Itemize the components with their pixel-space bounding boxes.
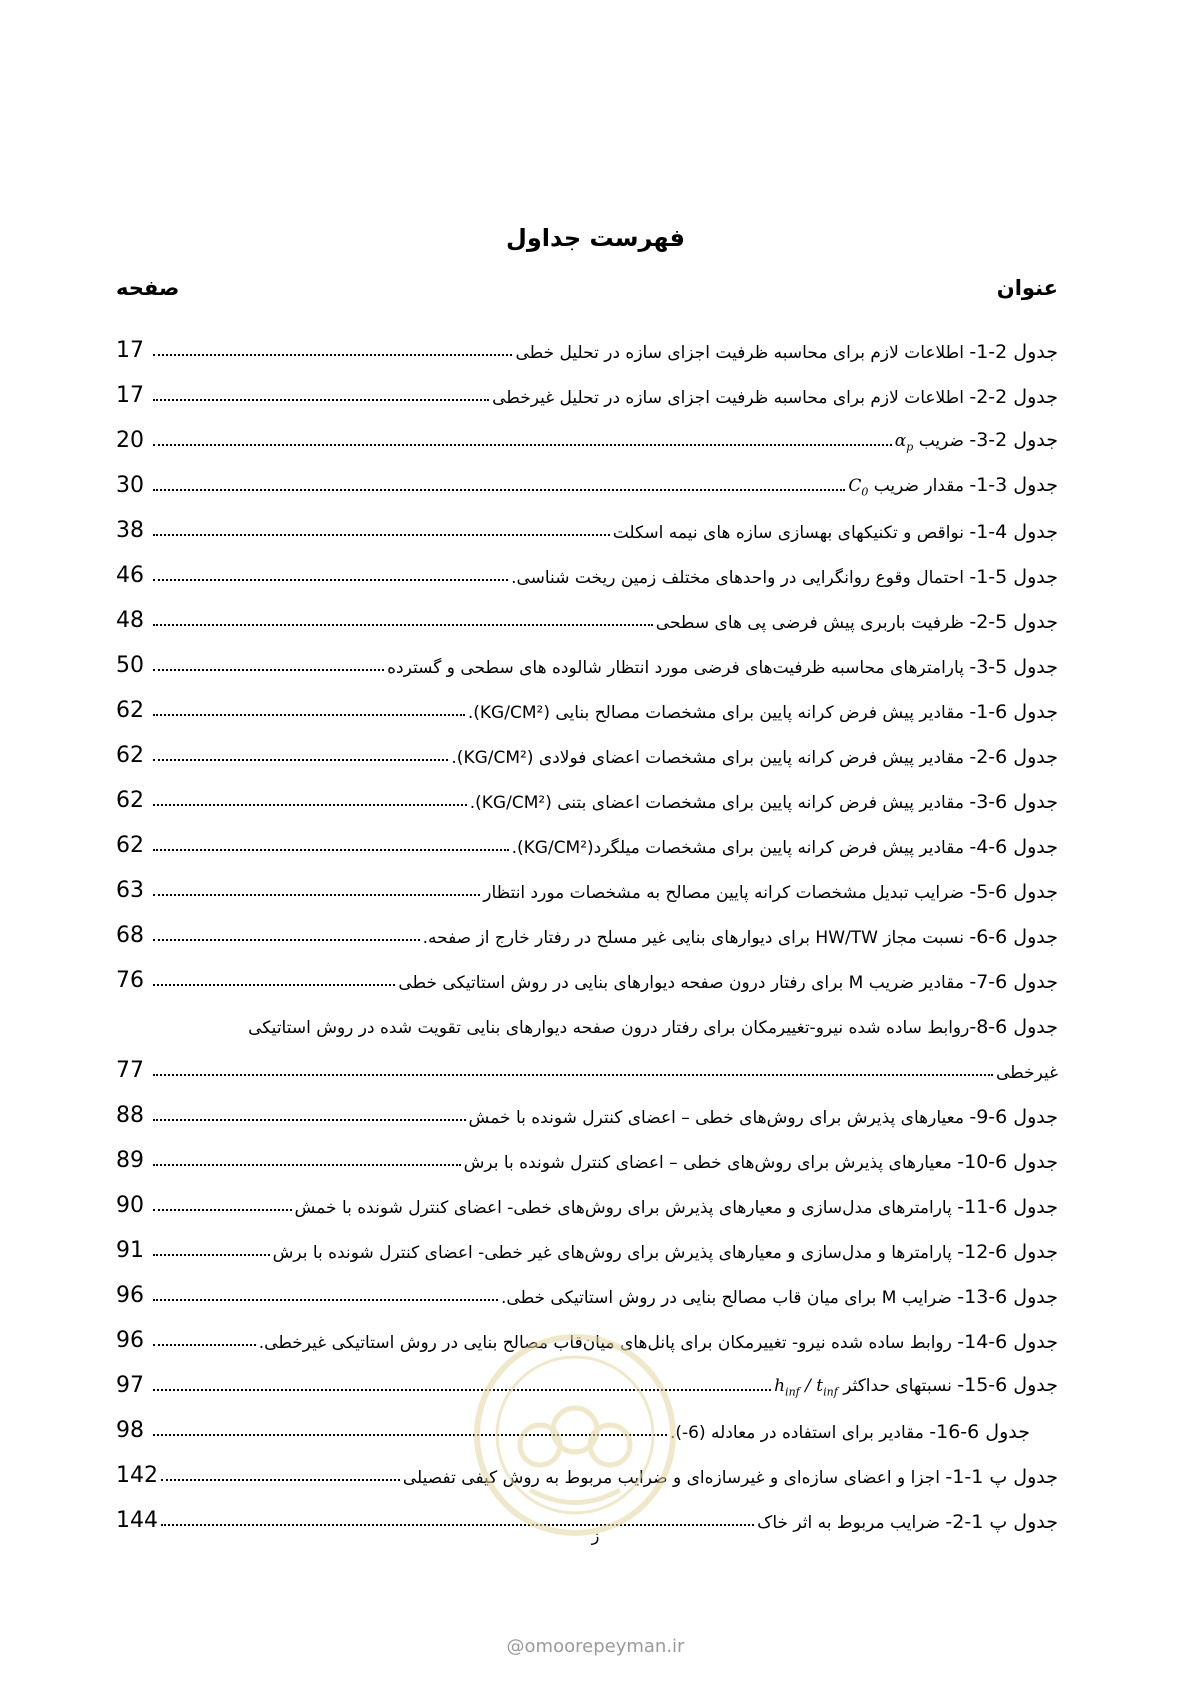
- entry-page: 90: [116, 1193, 144, 1218]
- entry-page: 91: [116, 1238, 144, 1263]
- entry-label: جدول 6-1-: [969, 701, 1058, 723]
- entry-page: 62: [116, 698, 144, 723]
- entry-page: 96: [116, 1283, 144, 1308]
- entry-text: مقادیر پیش فرض کرانه پایین برای مشخصات میلگرد(KG/CM²).: [511, 838, 970, 858]
- entry-label: جدول 6-6-: [969, 926, 1058, 948]
- entry-page: 17: [116, 338, 144, 363]
- leader-dots: [153, 399, 489, 401]
- entry-text: پارامترهای محاسبه ظرفیت‌های فرضی مورد انتظار شالوده های سطحی و گسترده: [387, 658, 970, 678]
- toc-entry[interactable]: [116, 1083, 1058, 1128]
- entry-text: مقدار ضریب: [868, 475, 970, 496]
- entry-label: جدول 5-3-: [969, 656, 1058, 678]
- entry-label: جدول 6-3-: [969, 791, 1058, 813]
- entry-page: 89: [116, 1148, 144, 1173]
- entry-text: معیارهای پذیرش برای روش‌های خطی – اعضای کنترل شونده با برش: [463, 1153, 958, 1173]
- entry-text: روابط ساده شده نیرو-تغییرمکان برای رفتار درون صفحه دیوارهای بنایی تقویت شده در روش استاتیکی: [248, 1018, 970, 1038]
- entry-label: جدول 6-10-: [957, 1151, 1058, 1173]
- entry-text: اطلاعات لازم برای محاسبه ظرفیت اجزای سازه در تحلیل خطی: [515, 343, 970, 363]
- toc-entry[interactable]: [116, 1173, 1058, 1218]
- entry-label: جدول 6-14-: [957, 1331, 1058, 1353]
- column-header-page: صفحه: [116, 276, 180, 300]
- entry-label: جدول 5-1-: [969, 566, 1058, 588]
- entry-label: جدول پ 1-2-: [945, 1511, 1058, 1533]
- entry-page: 30: [116, 473, 144, 498]
- toc-entry[interactable]: [116, 363, 1058, 408]
- toc-entry[interactable]: [116, 408, 1058, 453]
- entry-label: جدول 3-1-: [969, 473, 1058, 496]
- entry-page: 96: [116, 1328, 144, 1353]
- c0-symbol: $C_0$: [848, 475, 869, 498]
- watermark-site: @omoorepeyman.ir: [506, 1636, 685, 1657]
- leader-dots: [153, 1074, 993, 1076]
- entry-page: 62: [116, 743, 144, 768]
- leader-dots: [153, 894, 480, 896]
- entry-label: جدول 6-7-: [969, 971, 1058, 993]
- entry-text: مقادیر پیش فرض کرانه پایین برای مشخصات اعضای فولادی (KG/CM²).: [451, 748, 970, 768]
- entry-text: اجزا و اعضای سازه‌ای و غیرسازه‌ای و ضرایب مربوط به روش کیفی تفصیلی: [402, 1468, 946, 1488]
- toc-entry[interactable]: [116, 453, 1058, 498]
- entry-page: 46: [116, 563, 144, 588]
- entry-text: ضرایب مربوط به اثر خاک: [757, 1513, 946, 1533]
- leader-dots: [153, 1254, 270, 1256]
- entry-label: جدول 6-4-: [969, 836, 1058, 858]
- entry-page: 98: [116, 1418, 144, 1443]
- toc-entry[interactable]: [116, 633, 1058, 678]
- entry-label: جدول 6-15-: [957, 1373, 1058, 1396]
- toc-entry[interactable]: [116, 903, 1058, 948]
- leader-dots: [153, 444, 892, 446]
- entry-page: 62: [116, 833, 144, 858]
- leader-dots: [153, 534, 610, 536]
- toc-entry[interactable]: [116, 858, 1058, 903]
- entry-text: مقادیر برای استفاده در معادله (6-).: [670, 1423, 930, 1443]
- entry-text: ضرایب M برای میان قاب مصالح بنایی در روش استاتیکی خطی.: [501, 1288, 958, 1308]
- entry-text: مقادیر پیش فرض کرانه پایین برای مشخصات مصالح بنایی (KG/CM²).: [467, 703, 970, 723]
- entry-text: اطلاعات لازم برای محاسبه ظرفیت اجزای سازه در تحلیل غیرخطی: [492, 388, 970, 408]
- entry-label: جدول 4-1-: [969, 521, 1058, 543]
- column-header-title: عنوان: [996, 276, 1058, 300]
- entry-text: پارامترها و مدل‌سازی و معیارهای پذیرش برای روش‌های غیر خطی- اعضای کنترل شونده با برش: [272, 1243, 958, 1263]
- entry-page: 97: [116, 1373, 144, 1398]
- entry-text: نسبتهای حداکثر: [837, 1375, 958, 1396]
- entry-label: جدول 6-12-: [957, 1241, 1058, 1263]
- leader-dots: [153, 804, 467, 806]
- entry-label: جدول 6-13-: [957, 1286, 1058, 1308]
- leader-dots: [153, 1209, 292, 1211]
- entry-page: 88: [116, 1103, 144, 1128]
- entry-label: جدول 2-3-: [969, 428, 1058, 451]
- entry-label: جدول 2-1-: [969, 341, 1058, 363]
- leader-dots: [153, 1344, 256, 1346]
- leader-dots: [153, 759, 448, 761]
- entry-text: روابط ساده شده نیرو- تغییرمکان برای پانل‌های میان‌قاب مصالح بنایی در روش استاتیکی غیرخطی.: [258, 1333, 958, 1353]
- toc-entry[interactable]: [116, 1128, 1058, 1173]
- toc-entry[interactable]: [116, 543, 1058, 588]
- entry-page: 48: [116, 608, 144, 633]
- entry-page: 50: [116, 653, 144, 678]
- leader-dots: [153, 1164, 461, 1166]
- toc-entry[interactable]: [116, 723, 1058, 768]
- toc-entry[interactable]: [116, 498, 1058, 543]
- entry-text: ضرایب تبدیل مشخصات کرانه پایین مصالح به مشخصات مورد انتظار: [483, 883, 970, 903]
- toc-entry[interactable]: [116, 1038, 1058, 1083]
- leader-dots: [153, 714, 465, 716]
- leader-dots: [153, 669, 384, 671]
- entry-label: جدول 6-8-: [969, 1016, 1058, 1038]
- entry-label: جدول 6-2-: [969, 746, 1058, 768]
- toc-entry[interactable]: [116, 588, 1058, 633]
- alpha-p-symbol: $\alpha_p$: [894, 430, 914, 453]
- entry-label: جدول پ 1-1-: [945, 1466, 1058, 1488]
- h-inf-t-inf-symbol: $h_{inf} / t_{inf}$: [774, 1375, 838, 1398]
- toc-entry[interactable]: [116, 768, 1058, 813]
- page-title: فهرست جداول: [506, 224, 685, 252]
- leader-dots: [153, 1299, 498, 1301]
- entry-text: نسبت مجاز HW/TW برای دیوارهای بنایی غیر مسلح در رفتار خارج از صفحه.: [422, 928, 970, 948]
- entry-text: مقادیر ضریب M برای رفتار درون صفحه دیوارهای بنایی در روش استاتیکی خطی: [398, 973, 970, 993]
- leader-dots: [153, 849, 509, 851]
- entry-text: ضریب: [913, 430, 970, 451]
- entry-text: مقادیر پیش فرض کرانه پایین برای مشخصات اعضای بتنی (KG/CM²).: [469, 793, 970, 813]
- seal-watermark-icon: [470, 1330, 680, 1540]
- entry-page: 144: [116, 1508, 158, 1533]
- entry-continuation: غیرخطی: [995, 1063, 1058, 1083]
- toc-entry[interactable]: [116, 318, 1058, 363]
- entry-text: نواقص و تکنیکهای بهسازی سازه های نیمه اسکلت: [612, 523, 970, 543]
- entry-page: 142: [116, 1463, 158, 1488]
- entry-label: جدول 6-9-: [969, 1106, 1058, 1128]
- entry-page: 68: [116, 923, 144, 948]
- toc-entry[interactable]: [116, 1263, 1058, 1308]
- leader-dots: [153, 579, 508, 581]
- toc-entry[interactable]: [116, 948, 1058, 993]
- entry-page: 38: [116, 518, 144, 543]
- page-number: ز: [591, 1526, 600, 1545]
- leader-dots: [153, 354, 512, 356]
- leader-dots: [153, 489, 845, 491]
- leader-dots: [153, 984, 395, 986]
- entry-page: 63: [116, 878, 144, 903]
- entry-label: جدول 6-16-: [929, 1421, 1030, 1443]
- entry-text: ظرفیت باربری پیش فرضی پی های سطحی: [655, 613, 970, 633]
- leader-dots: [153, 939, 420, 941]
- entry-page: 62: [116, 788, 144, 813]
- entry-text: معیارهای پذیرش برای روش‌های خطی – اعضای کنترل شونده با خمش: [468, 1108, 970, 1128]
- leader-dots: [153, 1119, 466, 1121]
- entry-page: 17: [116, 383, 144, 408]
- entry-page: 76: [116, 968, 144, 993]
- entry-label: جدول 6-5-: [969, 881, 1058, 903]
- toc-entry[interactable]: [116, 813, 1058, 858]
- entry-page: 77: [116, 1058, 144, 1083]
- entry-text: پارامترهای مدل‌سازی و معیارهای پذیرش برای روش‌های خطی- اعضای کنترل شونده با خمش: [294, 1198, 958, 1218]
- entry-label: جدول 5-2-: [969, 611, 1058, 633]
- entry-label: جدول 6-11-: [957, 1196, 1058, 1218]
- entry-text: احتمال وقوع روانگرایی در واحدهای مختلف زمین ریخت شناسی.: [511, 568, 970, 588]
- leader-dots: [153, 624, 653, 626]
- toc-entry-first-line[interactable]: [116, 993, 1058, 1038]
- toc-entry[interactable]: [116, 678, 1058, 723]
- leader-dots: [161, 1479, 400, 1481]
- entry-page: 20: [116, 428, 144, 453]
- toc-entry[interactable]: [116, 1218, 1058, 1263]
- entry-label: جدول 2-2-: [969, 386, 1058, 408]
